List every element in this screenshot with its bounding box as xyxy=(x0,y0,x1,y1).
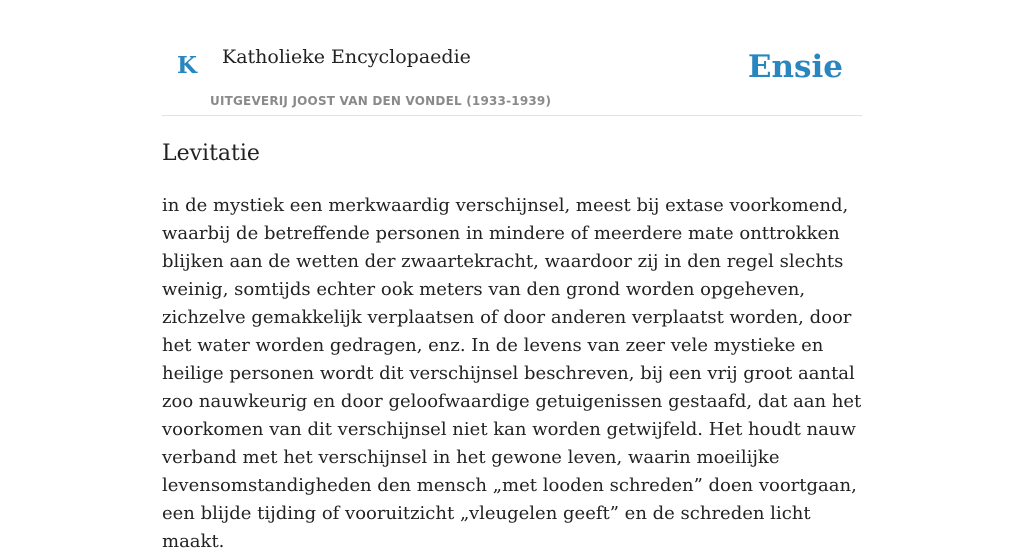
article-title: Levitatie xyxy=(162,141,260,166)
article-body: in de mystiek een merkwaardig verschijnsel, meest bij extase voorkomend, waarbij de betreffende personen in mindere of meerdere mate onttrokken blijken aan de wetten der zwaartekracht, waardoor zij in den regel slechts weinig, somtijds echter ook meters van den grond worden opgeheven, zichzelve gemakkelijk verplaatsen of door anderen verplaatst worden, door het water worden gedragen, enz. In de levens van zeer vele mystieke en heilige personen wordt dit verschijnsel beschreven, bij een vrij groot aantal zoo nauwkeurig en door geloofwaardige getuigenissen gestaafd, dat aan het voorkomen van dit verschijnsel niet kan worden getwijfeld. Het houdt nauw verband met het verschijnsel in het gewone leven, waarin moeilijke levensomstandigheden den mensch „met looden schreden” doen voortgaan, een blijde tijding of vooruitzicht „vleugelen geeft” en de schreden licht maakt. xyxy=(162,195,862,552)
site-header xyxy=(162,0,862,116)
publisher-label: UITGEVERIJ JOOST VAN DEN VONDEL (1933-1939) xyxy=(210,94,552,108)
ensie-brand-logo[interactable]: Ensie xyxy=(747,49,843,85)
encyclopedia-logo[interactable]: K xyxy=(177,52,197,79)
encyclopedia-title-link[interactable]: Katholieke Encyclopaedie xyxy=(222,46,471,68)
